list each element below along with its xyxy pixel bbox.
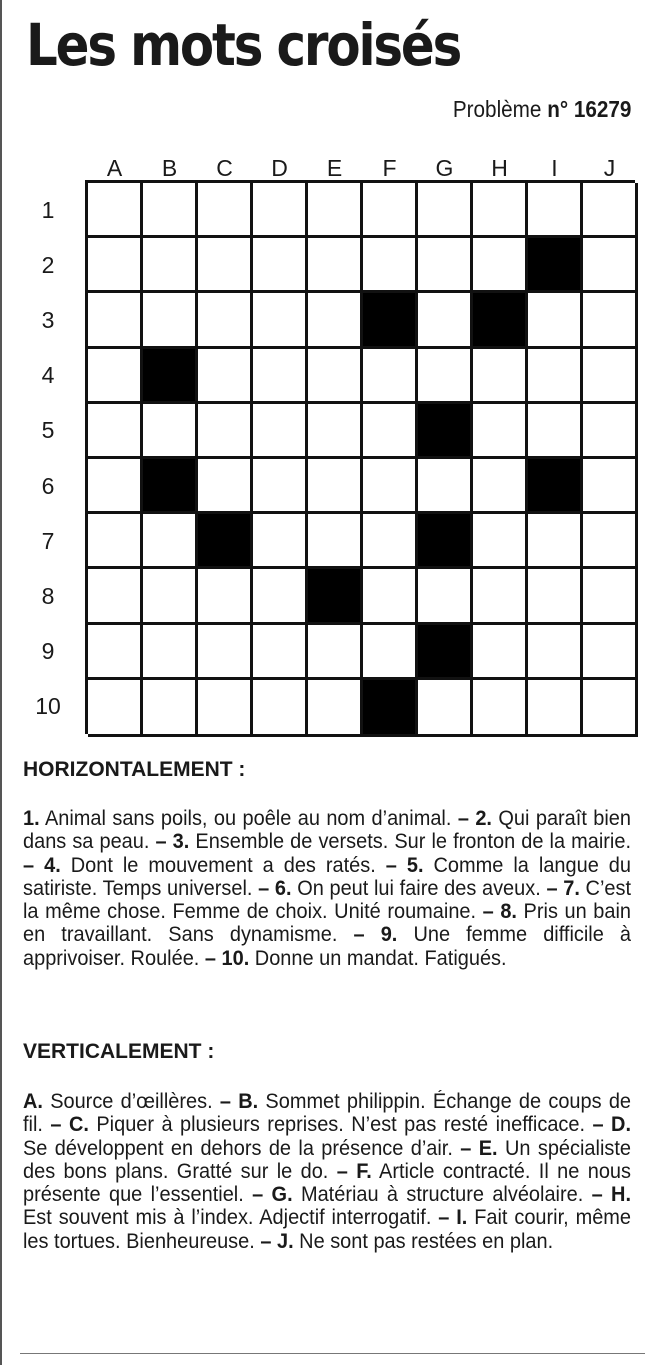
grid-cell[interactable]: [88, 404, 143, 459]
grid-cell[interactable]: [198, 293, 253, 348]
clue-text: Donne un mandat. Fatigués.: [249, 946, 507, 970]
grid-cell[interactable]: [198, 349, 253, 404]
grid-cell[interactable]: [418, 238, 473, 293]
clue-number: – C.: [50, 1113, 89, 1137]
grid-cell[interactable]: [143, 569, 198, 624]
clue-number: – D.: [592, 1113, 631, 1137]
clue-number: – 7.: [546, 876, 580, 900]
grid-cell[interactable]: [88, 459, 143, 514]
bottom-divider: [20, 1353, 645, 1354]
grid-cell[interactable]: [473, 680, 528, 737]
black-cell: [418, 625, 473, 680]
grid-cell[interactable]: [253, 404, 308, 459]
grid-cell[interactable]: [583, 404, 638, 459]
column-label: E: [326, 155, 343, 181]
grid-cell[interactable]: [308, 183, 363, 238]
grid-cell[interactable]: [253, 238, 308, 293]
problem-prefix: Problème: [452, 96, 547, 122]
grid-cell[interactable]: [363, 569, 418, 624]
row-label: 9: [41, 638, 55, 665]
grid-cell[interactable]: [253, 293, 308, 348]
grid-cell[interactable]: [418, 183, 473, 238]
grid-cell[interactable]: [583, 514, 638, 569]
black-cell: [143, 459, 198, 514]
black-cell: [418, 404, 473, 459]
row-label: 4: [41, 362, 55, 389]
clue-number: – E.: [460, 1136, 498, 1160]
column-label: C: [216, 155, 233, 181]
clue-text: Source d’œillères.: [42, 1090, 220, 1113]
black-cell: [528, 459, 583, 514]
grid-cell[interactable]: [583, 569, 638, 624]
grid-cell[interactable]: [308, 459, 363, 514]
grid-cell[interactable]: [528, 680, 583, 737]
grid-cell[interactable]: [583, 238, 638, 293]
grid-cell[interactable]: [418, 569, 473, 624]
clue-text: Qui paraît bien dans sa peau.: [23, 807, 631, 854]
clue-text: Animal sans poils, ou poêle au nom d’animal.: [39, 807, 458, 830]
grid-cell[interactable]: [363, 404, 418, 459]
grid-cell[interactable]: [253, 569, 308, 624]
grid-cell[interactable]: [528, 183, 583, 238]
grid-cell[interactable]: [198, 183, 253, 238]
grid-cell[interactable]: [253, 459, 308, 514]
clue-text: Ensemble de versets. Sur le fronton de la mairie.: [189, 830, 632, 854]
clue-number: 1.: [23, 807, 40, 830]
grid-cell[interactable]: [363, 183, 418, 238]
clue-number: – H.: [591, 1183, 632, 1207]
row-label: 2: [41, 251, 55, 278]
grid-cell[interactable]: [253, 680, 308, 737]
horizontal-clues: [23, 807, 631, 970]
clue-text: Se développent en dehors de la présence d’air.: [23, 1136, 461, 1160]
page-title: Les mots croisés: [26, 11, 461, 79]
clue-number: – F.: [336, 1159, 372, 1183]
grid-cell[interactable]: [418, 293, 473, 348]
grid-cell[interactable]: [583, 293, 638, 348]
grid-cell[interactable]: [88, 183, 143, 238]
grid-cell[interactable]: [308, 404, 363, 459]
crossword-grid: [85, 180, 635, 734]
vertical-heading: VERTICALEMENT :: [23, 1040, 215, 1063]
grid-cell[interactable]: [253, 349, 308, 404]
grid-cell[interactable]: [418, 680, 473, 737]
column-label: I: [551, 155, 558, 181]
clue-text: Piquer à plusieurs reprises. N’est pas resté inefficace.: [88, 1113, 593, 1137]
grid-cell[interactable]: [473, 459, 528, 514]
grid-cell[interactable]: [198, 459, 253, 514]
clue-number: – 8.: [482, 900, 517, 924]
problem-number-value: n° 16279: [546, 96, 631, 122]
grid-cell[interactable]: [308, 238, 363, 293]
grid-cell[interactable]: [363, 459, 418, 514]
column-label: D: [271, 155, 288, 181]
clue-text: Comme la langue du satiriste. Temps universel.: [23, 853, 631, 900]
row-label: 5: [41, 417, 55, 444]
clue-text: Un spécialiste des bons plans. Gratté sur le do.: [23, 1136, 632, 1183]
column-label: F: [382, 155, 397, 181]
black-cell: [363, 293, 418, 348]
grid-cell[interactable]: [88, 238, 143, 293]
clue-text: Article contracté. Il ne nous présente que l’essentiel.: [23, 1159, 631, 1207]
grid-cell[interactable]: [473, 238, 528, 293]
clue-text: Fait courir, même les tortues. Bienheureuse.: [23, 1206, 632, 1253]
clue-text: Matériau à structure alvéolaire.: [292, 1183, 592, 1207]
grid-cell[interactable]: [143, 680, 198, 737]
grid-cell[interactable]: [308, 349, 363, 404]
grid-cell[interactable]: [253, 625, 308, 680]
grid-cell[interactable]: [583, 349, 638, 404]
grid-cell[interactable]: [308, 680, 363, 737]
grid-cell[interactable]: [473, 404, 528, 459]
row-label: 8: [41, 583, 55, 609]
grid-cell[interactable]: [528, 293, 583, 348]
grid-cell[interactable]: [143, 183, 198, 238]
row-label: 3: [41, 307, 55, 333]
clue-number: – 4.: [23, 853, 61, 877]
black-cell: [528, 238, 583, 293]
grid-cell[interactable]: [528, 349, 583, 404]
black-cell: [418, 514, 473, 569]
grid-cell[interactable]: [363, 238, 418, 293]
problem-number: [452, 94, 631, 124]
grid-cell[interactable]: [198, 404, 253, 459]
clue-number: – 9.: [353, 923, 398, 947]
grid-cell[interactable]: [473, 183, 528, 238]
clue-text: Sommet philippin. Échange de coups de fil.: [23, 1090, 632, 1137]
black-cell: [473, 293, 528, 348]
grid-cell[interactable]: [583, 625, 638, 680]
clue-number: – 2.: [457, 807, 492, 830]
black-cell: [198, 514, 253, 569]
horizontal-heading: HORIZONTALEMENT :: [23, 758, 246, 781]
grid-cell[interactable]: [88, 680, 143, 737]
grid-cell[interactable]: [143, 293, 198, 348]
grid-cell[interactable]: [143, 404, 198, 459]
grid-cell[interactable]: [143, 514, 198, 569]
column-label: G: [435, 155, 454, 181]
grid-cell[interactable]: [363, 349, 418, 404]
clue-text: C’est la même chose. Femme de choix. Unité roumaine.: [23, 876, 631, 924]
clue-number: – 5.: [385, 853, 424, 877]
clue-number: – I.: [438, 1206, 468, 1230]
grid-cell[interactable]: [473, 569, 528, 624]
clue-number: – 3.: [155, 830, 190, 854]
clue-number: – B.: [219, 1090, 259, 1113]
clue-text: Est souvent mis à l’index. Adjectif interrogatif.: [23, 1206, 439, 1230]
column-label: A: [106, 155, 123, 181]
row-label: 7: [41, 527, 55, 554]
grid-cell[interactable]: [308, 625, 363, 680]
grid-cell[interactable]: [308, 293, 363, 348]
grid-cell[interactable]: [418, 459, 473, 514]
grid-cell[interactable]: [253, 183, 308, 238]
clue-number: – G.: [252, 1183, 293, 1207]
grid-cell[interactable]: [528, 514, 583, 569]
row-label: 1: [41, 196, 55, 223]
grid-cell[interactable]: [473, 514, 528, 569]
clue-number: – 10.: [204, 946, 250, 970]
grid-cell[interactable]: [583, 459, 638, 514]
grid-cell[interactable]: [528, 625, 583, 680]
grid-cell[interactable]: [88, 514, 143, 569]
clue-text: Une femme difficile à apprivoiser. Roulée.: [23, 923, 632, 970]
clue-number: A.: [23, 1090, 43, 1113]
grid-cell[interactable]: [308, 514, 363, 569]
column-label: J: [603, 155, 616, 181]
row-label: 6: [41, 472, 55, 499]
grid-cell[interactable]: [198, 238, 253, 293]
grid-cell[interactable]: [198, 569, 253, 624]
grid-cell[interactable]: [473, 349, 528, 404]
grid-cell[interactable]: [198, 625, 253, 680]
grid-cell[interactable]: [88, 569, 143, 624]
clue-text: Pris un bain en travaillant. Sans dynamisme.: [23, 900, 631, 947]
black-cell: [308, 569, 363, 624]
clue-number: – J.: [260, 1229, 294, 1253]
grid-cell[interactable]: [253, 514, 308, 569]
clue-number: – 6.: [258, 876, 292, 900]
vertical-clues: [23, 1090, 631, 1253]
grid-cell[interactable]: [418, 349, 473, 404]
left-border-line: [0, 0, 2, 1365]
black-cell: [143, 349, 198, 404]
black-cell: [363, 680, 418, 737]
column-label: H: [491, 155, 508, 181]
clue-text: Dont le mouvement a des ratés.: [60, 853, 386, 877]
clue-text: On peut lui faire des aveux.: [291, 876, 547, 900]
grid-cell[interactable]: [473, 625, 528, 680]
grid-cell[interactable]: [583, 680, 638, 737]
grid-cell[interactable]: [88, 625, 143, 680]
grid-cell[interactable]: [198, 680, 253, 737]
clue-text: Ne sont pas restées en plan.: [293, 1229, 554, 1253]
grid-cell[interactable]: [583, 183, 638, 238]
grid-cell[interactable]: [363, 514, 418, 569]
grid-cell[interactable]: [528, 404, 583, 459]
grid-cell[interactable]: [143, 625, 198, 680]
grid-cell[interactable]: [88, 293, 143, 348]
column-label: B: [161, 155, 178, 181]
grid-cell[interactable]: [528, 569, 583, 624]
grid-cell[interactable]: [143, 238, 198, 293]
grid-cell[interactable]: [88, 349, 143, 404]
grid-cell[interactable]: [363, 625, 418, 680]
row-label: 10: [35, 693, 61, 720]
